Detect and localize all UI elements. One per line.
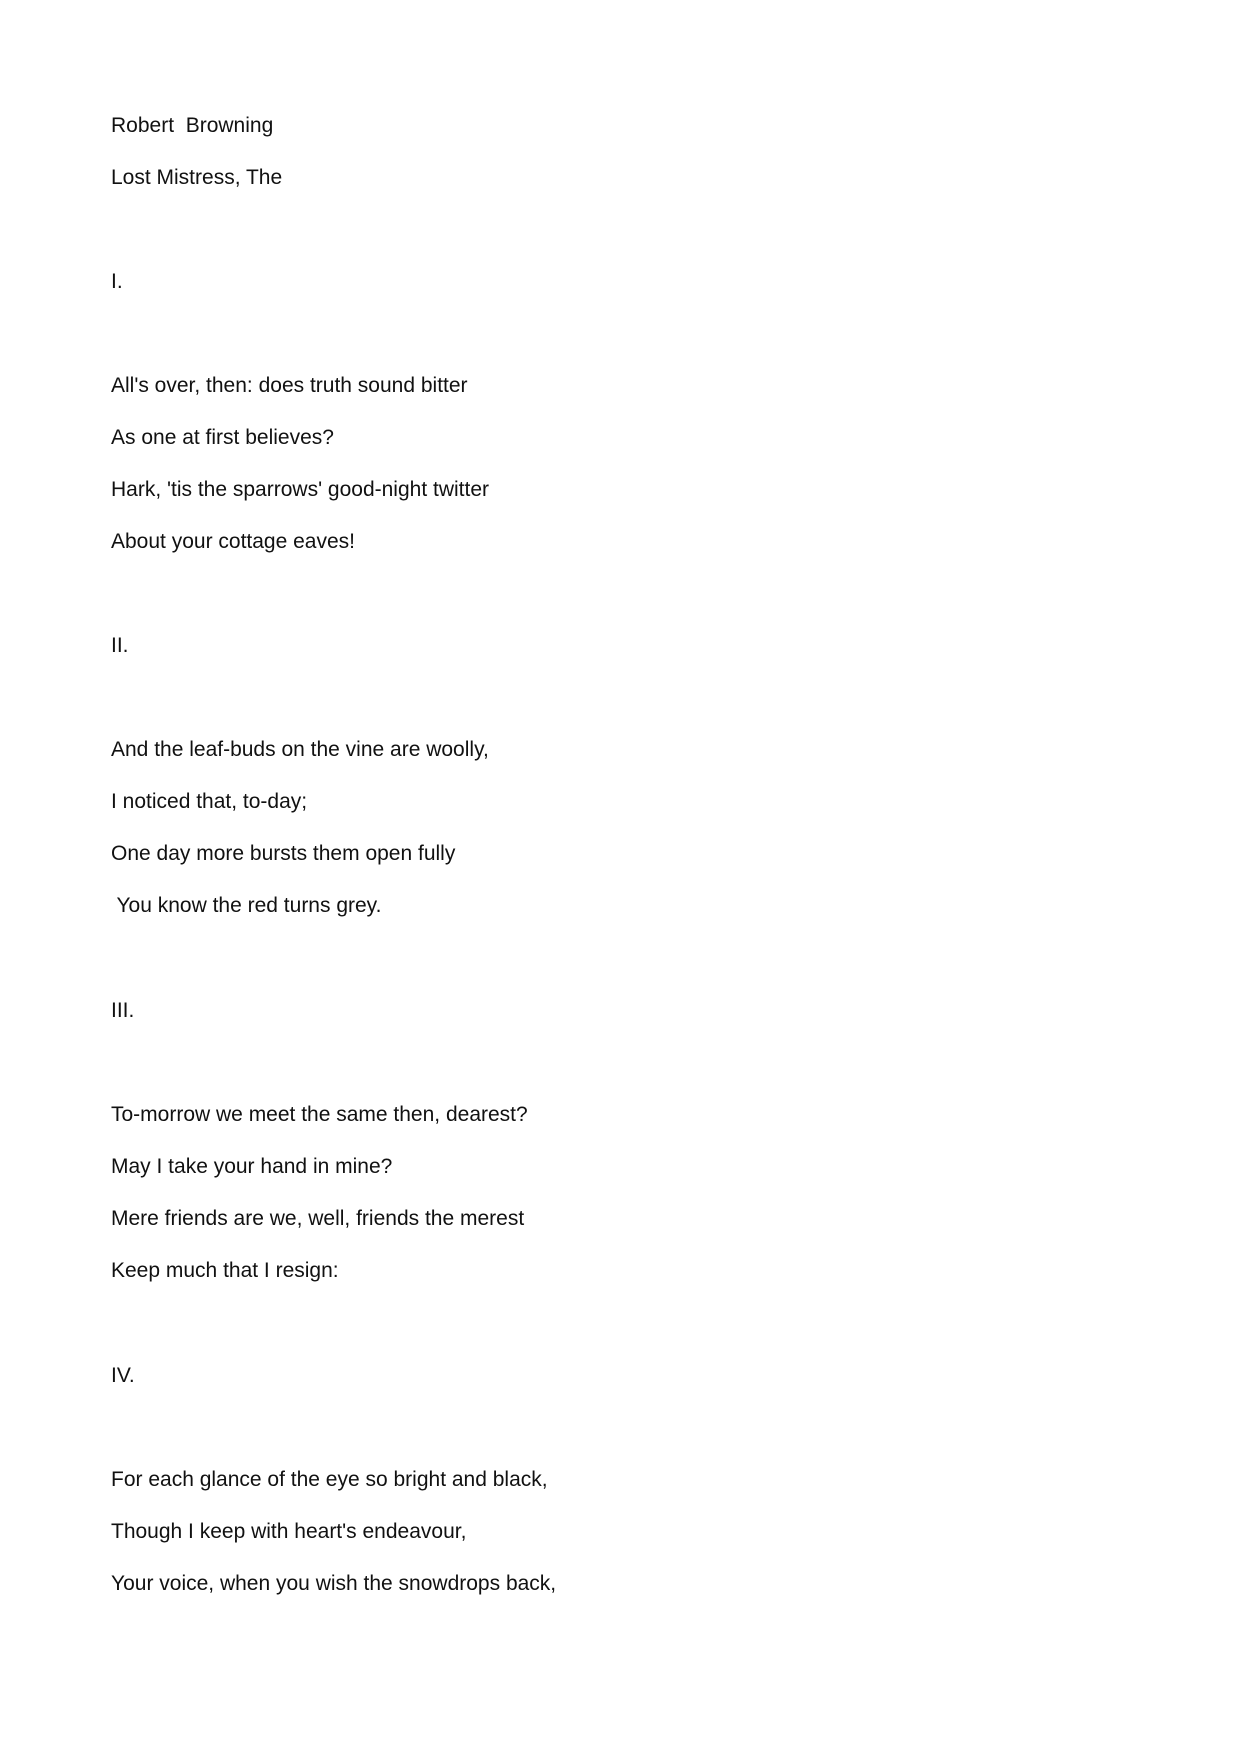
stanza-2-line-4: You know the red turns grey. [111,894,382,917]
stanza-4-line-3: Your voice, when you wish the snowdrops back, [111,1572,557,1595]
stanza-2-line-2: I noticed that, to-day; [111,790,308,813]
stanza-2-line-1: And the leaf-buds on the vine are woolly, [111,738,489,761]
poem-author: Robert Browning [111,114,274,137]
stanza-3-line-3: Mere friends are we, well, friends the merest [111,1207,525,1230]
stanza-3-line-2: May I take your hand in mine? [111,1155,393,1178]
stanza-1-numeral: I. [111,270,123,293]
stanza-2-numeral: II. [111,634,129,657]
stanza-3-line-4: Keep much that I resign: [111,1259,339,1282]
stanza-1-line-3: Hark, 'tis the sparrows' good-night twitter [111,478,489,501]
stanza-4-line-2: Though I keep with heart's endeavour, [111,1520,467,1543]
stanza-3-numeral: III. [111,999,135,1022]
stanza-2-line-3: One day more bursts them open fully [111,842,456,865]
stanza-1-line-4: About your cottage eaves! [111,530,355,553]
stanza-4-line-1: For each glance of the eye so bright and black, [111,1468,548,1491]
stanza-1-line-2: As one at first believes? [111,426,334,449]
stanza-3-line-1: To-morrow we meet the same then, dearest? [111,1103,528,1126]
stanza-1-line-1: All's over, then: does truth sound bitter [111,374,468,397]
poem-title: Lost Mistress, The [111,166,283,189]
stanza-4-numeral: IV. [111,1364,135,1387]
